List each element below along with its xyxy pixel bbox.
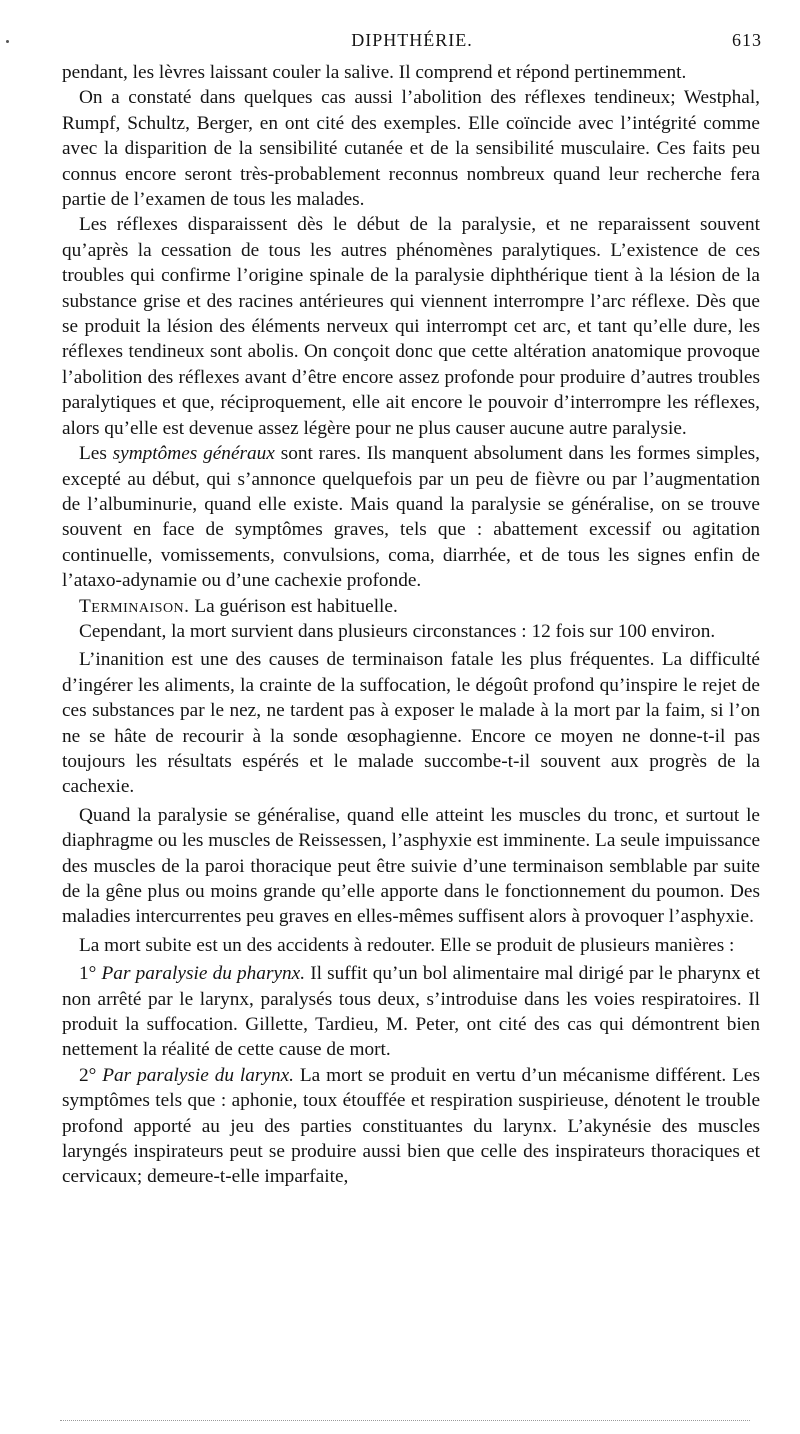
paragraph-inanition: L’inanition est une des causes de terminaison fatale les plus fréquentes. La difficulté d’ingérer les aliments, la crainte de la suffocation, le dégoût profond qu’inspire le rejet de ces substances par le nez, ne tardent pas à exposer le malade à la mort par la faim, si l’on ne se hâte de recourir à la sonde œsophagienne. Encore ce moyen ne donne-t-il pas toujours les résultats espérés et le malade succombe-t-il souvent aux progrès de la cachexie. (62, 649, 760, 798)
page-number: 613 (732, 30, 762, 50)
paragraph-reflexes-disappear: Les réflexes disparaissent dès le début de la paralysie, et ne reparaissent souvent qu’après la cessation de tous les autres phénomènes paralytiques. L’existence de ces troubles qui confirme l’origine spinale de la paralysie diphthérique tient à la lésion de la substance grise et des racines antérieures qui viennent interrompre l’arc réflexe. Dès que se produit la lésion des éléments nerveux qui interrompt cet arc, et tant qu’elle dure, les réflexes tendineux sont abolis. On conçoit donc que cette altération anatomique provoque l’abolition des réflexes avant d’être encore assez profonde pour produire d’autres troubles paralytiques et que, réciproquement, elle ait encore le pouvoir d’interrompre les réflexes, alors qu’elle est devenue assez légère pour ne plus causer aucune autre paralysie. (62, 214, 760, 439)
paragraph-tendon-reflexes: On a constaté dans quelques cas aussi l’abolition des réflexes tendineux; Westphal, Rumpf, Schultz, Berger, en ont cité des exemples. Elle coïncide avec l’intégrité comme avec la disparition de la sensibilité cutanée et de la sensibilité musculaire. Ces faits peu connus encore seront très-probablement reconnus nombreux quand leur recherche fera partie de l’examen de tous les malades. (62, 87, 760, 211)
footer-rule (60, 1420, 750, 1421)
page-header (62, 30, 762, 54)
paragraph-text: Il suffit qu’un bol alimentaire mal dirigé par le pharynx et non arrêté par le larynx, paralysés tous deux, s’introduise dans les voies respiratoires. Il produit la suffocation. Gillette, Tardieu, M. Peter, ont cité des cas qui démontrent bien nettement la réalité de cette cause de mort. (62, 963, 760, 1061)
running-title: DIPHTHÉRIE. (351, 30, 473, 50)
paragraph-pharynx (62, 961, 760, 1063)
list-number: 2° (79, 1064, 103, 1086)
paragraph-text: La mort se produit en vertu d’un mécanisme différent. Les symptômes tels que : aphonie, toux étouffée et respiration suspirieuse, dénotent le trouble profond apporté au jeu des parties constituantes du larynx. L’akynésie des muscles laryngés inspirateurs peut se produire aussi bien que celle des inspirateurs thoraciques et cervicaux; demeure-t-elle imparfaite, (62, 1064, 760, 1188)
paragraph-termination (62, 594, 760, 619)
paragraph-larynx (62, 1063, 760, 1190)
body-text (62, 60, 760, 1190)
lead-text: Les (79, 443, 113, 465)
section-heading: Terminaison. (79, 595, 190, 617)
paragraph-text: sont rares. Ils manquent absolument dans les formes simples, excepté au début, qui s’annonce quelquefois par un peu de fièvre ou par l’augmentation de l’albuminurie, quand elle existe. Mais quand la paralysie se généralise, on se trouve souvent en face de symptômes graves, tels que : abattement excessif ou agitation continuelle, vomissements, convulsions, coma, diarrhée, et de tous les signes enfin de l’ataxo-adynamie ou d’une cachexie profonde. (62, 443, 760, 592)
paragraph-mortality: Cependant, la mort survient dans plusieurs circonstances : 12 fois sur 100 environ. (79, 620, 716, 642)
emphasis-term: Par paralysie du pharynx. (101, 963, 306, 985)
paragraph-continuation: pendant, les lèvres laissant couler la salive. Il comprend et répond pertinemment. (62, 62, 687, 83)
emphasis-term: symptômes généraux (112, 443, 275, 465)
paragraph-sudden-death: La mort subite est un des accidents à redouter. Elle se produit de plusieurs manières : (79, 934, 735, 956)
list-number: 1° (79, 963, 102, 985)
print-speck (6, 40, 9, 43)
paragraph-general-symptoms (62, 441, 760, 593)
paragraph-asphyxia: Quand la paralysie se généralise, quand elle atteint les muscles du tronc, et surtout le diaphragme ou les muscles de Reissessen, l’asphyxie est imminente. La seule impuissance des muscles de la paroi thoracique peut être suivie d’une terminaison semblable par suite de la gêne plus ou moins grande qu’elle apporte dans le fonctionnement du poumon. Des maladies intercurrentes peu graves en elles-mêmes suffisent alors à provoquer l’asphyxie. (62, 804, 760, 928)
emphasis-term: Par paralysie du larynx. (102, 1064, 294, 1086)
paragraph-text: La guérison est habituelle. (189, 595, 398, 617)
